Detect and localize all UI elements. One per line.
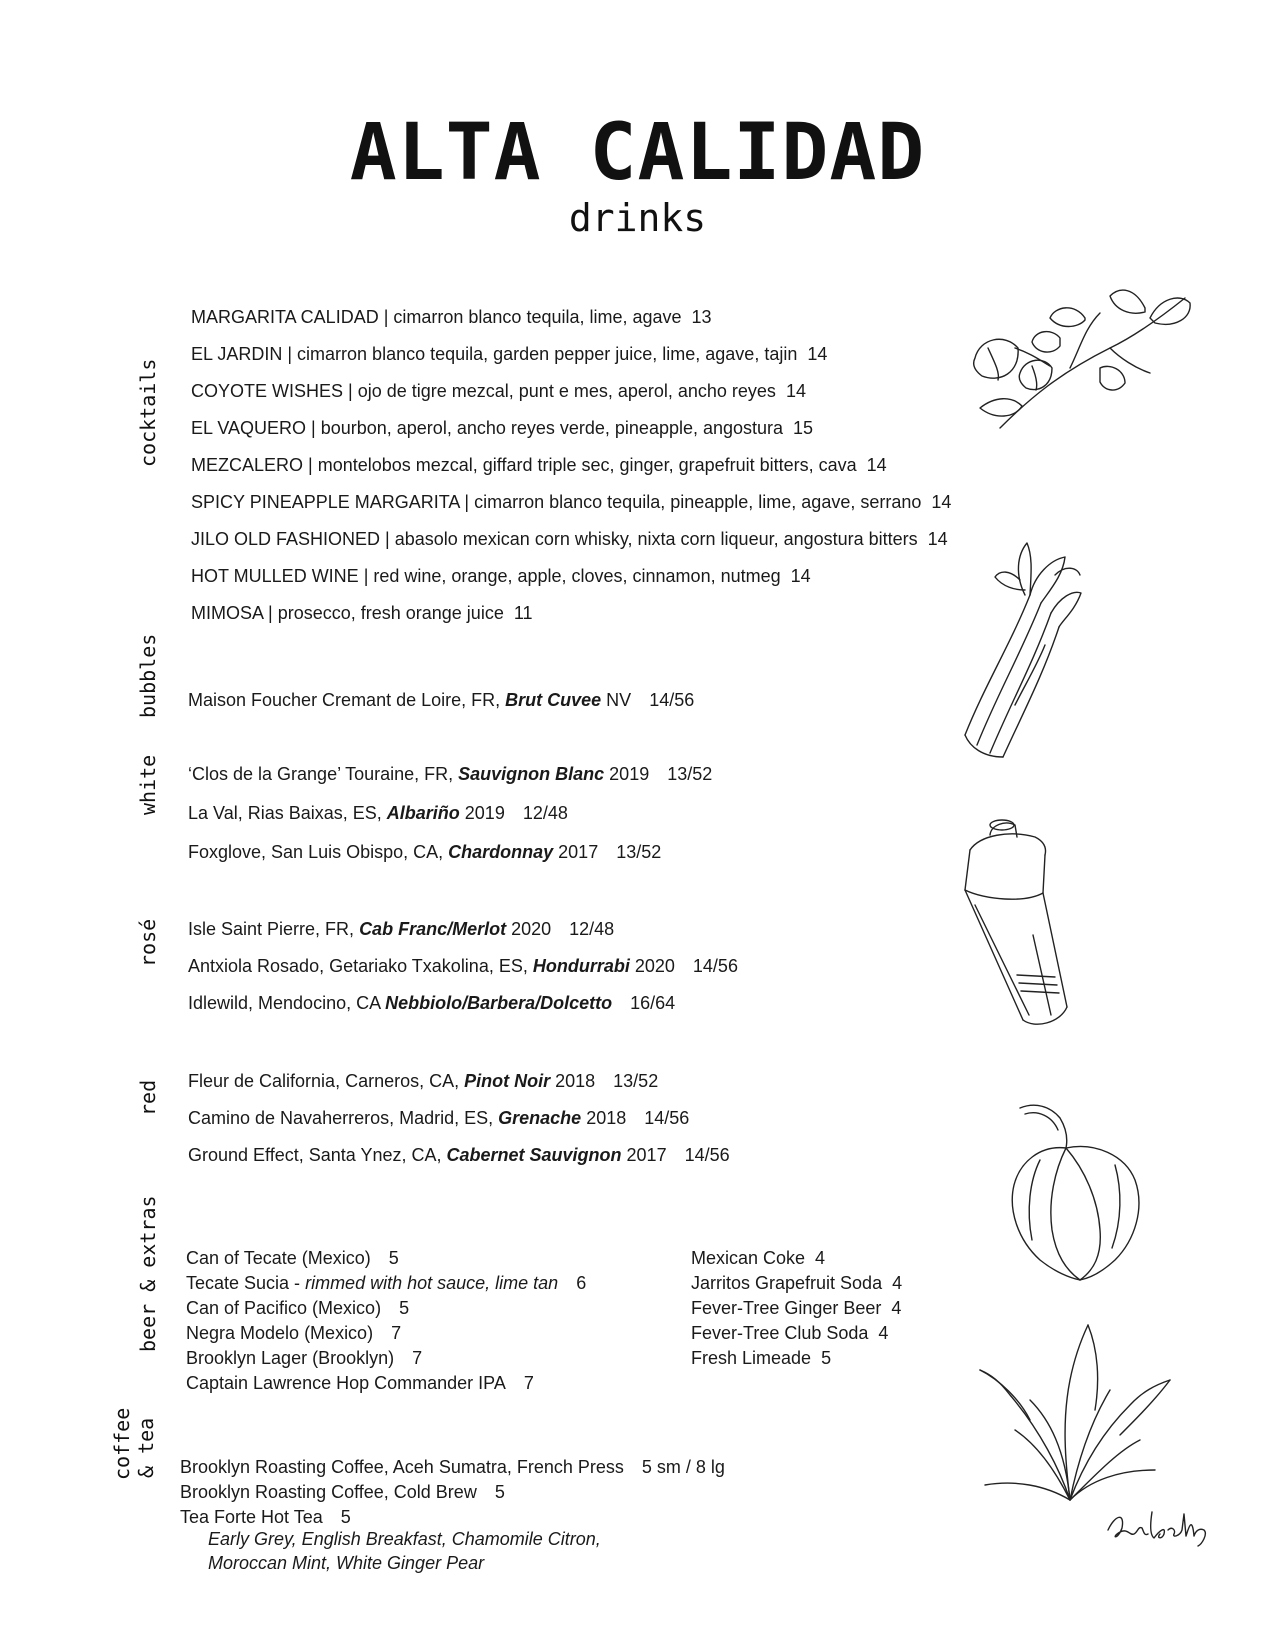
wine-origin: Fleur de California, Carneros, CA, [188, 1071, 465, 1091]
wine-vintage: 2018 [581, 1108, 627, 1128]
wine-origin: ‘Clos de la Grange’ Touraine, FR, [188, 764, 459, 784]
wine-varietal: Hondurrabi [532, 956, 630, 976]
wine-origin: Maison Foucher Cremant de Loire, FR, [188, 690, 506, 710]
cocktail-name: EL JARDIN [191, 344, 283, 364]
beer-item [186, 1271, 586, 1295]
beer-name: Brooklyn Lager (Brooklyn) [186, 1348, 395, 1368]
beer-item [186, 1296, 409, 1320]
cocktail-price: 11 [513, 603, 533, 623]
tea-options-line-2: Moroccan Mint, White Ginger Pear [208, 1553, 485, 1573]
wine-price: 13/52 [667, 764, 713, 784]
wine-item [188, 1106, 689, 1130]
cocktail-item: HOT MULLED WINE | red wine, orange, apple, cloves, cinnamon, nutmeg 14 [191, 566, 811, 586]
wine-price: 12/48 [569, 919, 615, 939]
wine-item [188, 1069, 658, 1093]
beer-price: 7 [523, 1373, 534, 1393]
wine-price: 14/56 [644, 1108, 690, 1128]
wine-price: 12/48 [522, 803, 568, 823]
celery-icon [955, 535, 1085, 765]
cocktail-price: 13 [691, 307, 712, 327]
beer-item [186, 1321, 401, 1345]
wine-vintage: 2019 [459, 803, 505, 823]
extra-item [691, 1271, 902, 1295]
cocktail-name: HOT MULLED WINE [191, 566, 359, 586]
cocktail-ingredients: bourbon, aperol, ancho reyes verde, pineapple, angostura [320, 418, 784, 438]
wine-varietal: Nebbiolo/Barbera/Dolcetto [385, 993, 613, 1013]
cocktail-ingredients: ojo de tigre mezcal, punt e mes, aperol, ancho reyes [357, 381, 776, 401]
wine-price: 13/52 [616, 842, 662, 862]
coffee-name: Brooklyn Roasting Coffee, Cold Brew [180, 1482, 477, 1502]
beer-name: Negra Modelo (Mexico) [186, 1323, 374, 1343]
cocktail-name: COYOTE WISHES [191, 381, 344, 401]
cocktail-ingredients: prosecco, fresh orange juice [277, 603, 504, 623]
wine-origin: La Val, Rias Baixas, ES, [188, 803, 387, 823]
wine-item [188, 688, 694, 712]
coffee-price: 5 [340, 1507, 351, 1527]
wine-varietal: Cabernet Sauvignon [446, 1145, 622, 1165]
cocktail-price: 14 [790, 566, 811, 586]
cocktail-ingredients: cimarron blanco tequila, pineapple, lime, agave, serrano [474, 492, 922, 512]
section-label-white: white [136, 754, 160, 815]
wine-vintage: NV [601, 690, 632, 710]
wine-varietal: Grenache [498, 1108, 582, 1128]
coffee-price: 5 sm / 8 lg [641, 1457, 725, 1477]
cocktail-item: MARGARITA CALIDAD | cimarron blanco tequila, lime, agave 13 [191, 307, 712, 327]
wine-origin: Isle Saint Pierre, FR, [188, 919, 360, 939]
cocktail-price: 15 [793, 418, 814, 438]
coffee-price: 5 [494, 1482, 505, 1502]
wine-origin: Foxglove, San Luis Obispo, CA, [188, 842, 449, 862]
extra-price: 4 [815, 1248, 826, 1268]
wine-origin: Antxiola Rosado, Getariako Txakolina, ES, [188, 956, 533, 976]
menu-subtitle: drinks [568, 196, 707, 240]
cocktail-price: 14 [785, 381, 806, 401]
wine-item [188, 840, 661, 864]
section-label-rose: rosé [136, 918, 160, 967]
section-label-tea: & tea [134, 1417, 158, 1478]
wine-origin: Idlewild, Mendocino, CA [188, 993, 386, 1013]
coffee-name: Brooklyn Roasting Coffee, Aceh Sumatra, French Press [180, 1457, 624, 1477]
cocktail-ingredients: cimarron blanco tequila, lime, agave [393, 307, 682, 327]
extra-item [691, 1296, 901, 1320]
extra-price: 4 [892, 1273, 903, 1293]
extra-name: Fever-Tree Club Soda [691, 1323, 869, 1343]
cocktail-price: 14 [807, 344, 828, 364]
section-label-bubbles: bubbles [136, 633, 160, 718]
habanero-pepper-icon [1000, 1100, 1150, 1290]
extra-name: Fever-Tree Ginger Beer [691, 1298, 882, 1318]
extra-name: Mexican Coke [691, 1248, 806, 1268]
coffee-item [180, 1480, 505, 1504]
cocktail-ingredients: red wine, orange, apple, cloves, cinnamon, nutmeg [373, 566, 781, 586]
wine-price: 14/56 [684, 1145, 730, 1165]
section-label-cocktails: cocktails [136, 358, 160, 467]
extra-item [691, 1321, 888, 1345]
beer-name: Captain Lawrence Hop Commander IPA [186, 1373, 506, 1393]
coffee-item [180, 1505, 351, 1529]
beer-item [186, 1246, 399, 1270]
wine-vintage: 2018 [550, 1071, 596, 1091]
cocktail-item: MEZCALERO | montelobos mezcal, giffard triple sec, ginger, grapefruit bitters, cava 14 [191, 455, 887, 475]
beer-price: 7 [391, 1323, 402, 1343]
cocktail-name: MIMOSA [191, 603, 264, 623]
artist-signature [1100, 1500, 1220, 1550]
wine-vintage: 2017 [553, 842, 599, 862]
coffee-item [180, 1455, 725, 1479]
cocktail-ingredients: abasolo mexican corn whisky, nixta corn liqueur, angostura bitters [394, 529, 918, 549]
beer-note: rimmed with hot sauce, lime tan [305, 1273, 559, 1293]
wine-item [188, 762, 712, 786]
beer-name: Can of Pacifico (Mexico) [186, 1298, 382, 1318]
wine-origin: Camino de Navaherreros, Madrid, ES, [188, 1108, 499, 1128]
beer-price: 5 [388, 1248, 399, 1268]
cocktail-shaker-icon [955, 815, 1085, 1040]
cocktail-price: 14 [931, 492, 952, 512]
wine-item [188, 917, 614, 941]
cocktail-name: MEZCALERO [191, 455, 304, 475]
cocktail-name: JILO OLD FASHIONED [191, 529, 381, 549]
cocktail-item: SPICY PINEAPPLE MARGARITA | cimarron blanco tequila, pineapple, lime, agave, serrano 14 [191, 492, 952, 512]
wine-price: 14/56 [649, 690, 695, 710]
wine-varietal: Cab Franc/Merlot [359, 919, 507, 939]
beer-name: Can of Tecate (Mexico) [186, 1248, 371, 1268]
wine-item [188, 991, 675, 1015]
wine-vintage: 2019 [604, 764, 650, 784]
wine-varietal: Brut Cuvee [505, 690, 602, 710]
wine-varietal: Albariño [386, 803, 460, 823]
cocktail-ingredients: cimarron blanco tequila, garden pepper juice, lime, agave, tajin [297, 344, 798, 364]
beer-price: 5 [399, 1298, 410, 1318]
wine-vintage: 2020 [629, 956, 675, 976]
extra-price: 4 [878, 1323, 889, 1343]
wine-varietal: Pinot Noir [464, 1071, 551, 1091]
wine-origin: Ground Effect, Santa Ynez, CA, [188, 1145, 447, 1165]
cocktail-item: EL VAQUERO | bourbon, aperol, ancho reyes verde, pineapple, angostura 15 [191, 418, 814, 438]
beer-price: 6 [576, 1273, 587, 1293]
wine-price: 16/64 [630, 993, 676, 1013]
wine-price: 13/52 [613, 1071, 659, 1091]
coffee-name: Tea Forte Hot Tea [180, 1507, 323, 1527]
wine-item [188, 1143, 730, 1167]
extra-item [691, 1246, 825, 1270]
cocktail-item: MIMOSA | prosecco, fresh orange juice 11 [191, 603, 533, 623]
wine-varietal: Sauvignon Blanc [458, 764, 605, 784]
extra-item [691, 1346, 831, 1370]
beer-item [186, 1346, 422, 1370]
cocktail-item: JILO OLD FASHIONED | abasolo mexican corn whisky, nixta corn liqueur, angostura bitters 14 [191, 529, 948, 549]
cocktail-price: 14 [927, 529, 948, 549]
wine-vintage: 2020 [506, 919, 552, 939]
wine-item [188, 801, 568, 825]
extra-name: Jarritos Grapefruit Soda [691, 1273, 883, 1293]
cocktail-name: MARGARITA CALIDAD [191, 307, 379, 327]
cocktail-name: EL VAQUERO [191, 418, 307, 438]
beer-name: Tecate Sucia - [186, 1273, 301, 1293]
wine-price: 14/56 [692, 956, 738, 976]
extra-price: 5 [821, 1348, 832, 1368]
extra-price: 4 [891, 1298, 902, 1318]
section-label-coffee: coffee [110, 1407, 134, 1480]
tomatillo-branch-icon [960, 278, 1200, 438]
cocktail-price: 14 [866, 455, 887, 475]
cocktail-name: SPICY PINEAPPLE MARGARITA [191, 492, 460, 512]
tea-options-line-1: Early Grey, English Breakfast, Chamomile Citron, [208, 1529, 601, 1549]
beer-item [186, 1371, 534, 1395]
cocktail-item: COYOTE WISHES | ojo de tigre mezcal, punt e mes, aperol, ancho reyes 14 [191, 381, 806, 401]
cocktail-ingredients: montelobos mezcal, giffard triple sec, ginger, grapefruit bitters, cava [317, 455, 857, 475]
menu-title: ALTA CALIDAD [349, 108, 926, 198]
wine-vintage: 2017 [621, 1145, 667, 1165]
section-label-beer-extras: beer & extras [136, 1195, 160, 1352]
extra-name: Fresh Limeade [691, 1348, 812, 1368]
wine-varietal: Chardonnay [448, 842, 554, 862]
cocktail-item: EL JARDIN | cimarron blanco tequila, garden pepper juice, lime, agave, tajin 14 [191, 344, 828, 364]
beer-price: 7 [412, 1348, 423, 1368]
agave-plant-icon [970, 1320, 1180, 1510]
section-label-red: red [136, 1079, 160, 1116]
wine-item [188, 954, 738, 978]
